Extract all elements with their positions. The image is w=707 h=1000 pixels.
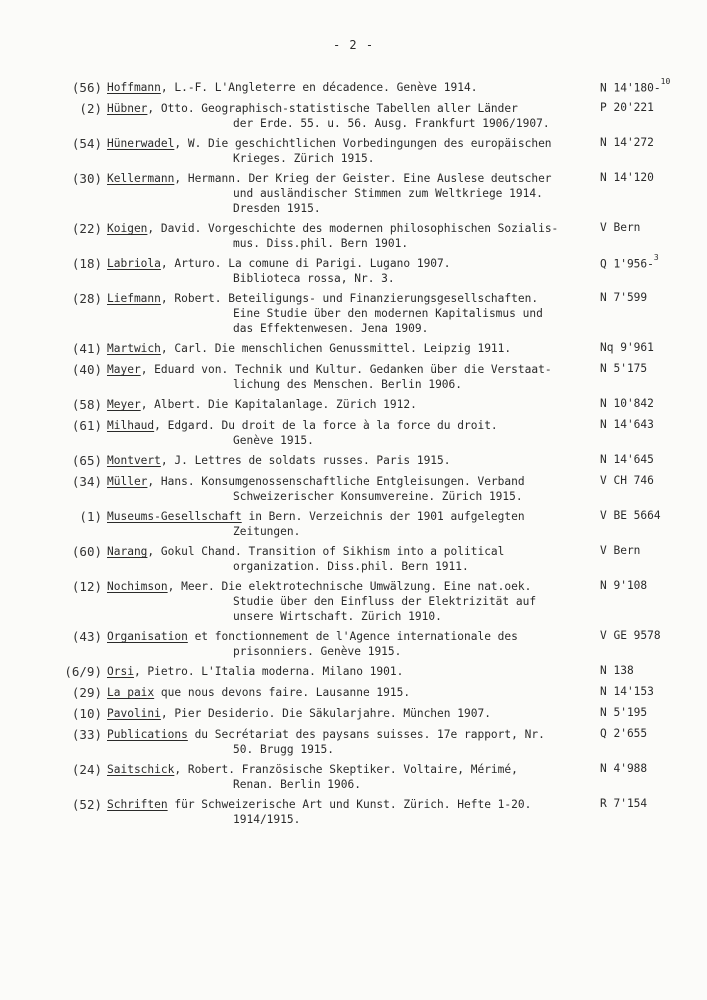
bibliography-list xyxy=(0,77,707,832)
citation-continuation-line: lichung des Menschen. Berlin 1906. xyxy=(233,378,463,391)
shelf-mark xyxy=(600,101,654,114)
entry-author: Hübner xyxy=(107,102,148,115)
shelf-mark-text: V CH 746 xyxy=(600,474,654,487)
entry-number: (1) xyxy=(79,509,102,524)
shelf-mark xyxy=(600,221,640,234)
entry-author: Organisation xyxy=(107,630,188,643)
entry-number: (60) xyxy=(71,544,102,559)
shelf-mark-text: Q 1'956- xyxy=(600,257,654,271)
entry-author: Müller xyxy=(107,475,148,488)
citation-continuation-line: 50. Brugg 1915. xyxy=(233,743,335,756)
entry-citation xyxy=(107,727,577,757)
bibliography-entry xyxy=(0,629,707,659)
citation-continuation-line: Renan. Berlin 1906. xyxy=(233,778,361,791)
citation-continuation-line: Studie über den Einfluss der Elektrizität auf xyxy=(233,595,537,608)
entry-citation xyxy=(107,509,577,539)
bibliography-entry xyxy=(0,579,707,624)
entry-citation xyxy=(107,221,577,251)
citation-continuation-line: das Effektenwesen. Jena 1909. xyxy=(233,322,429,335)
citation-text: , Robert. Französische Skeptiker. Voltaire, Mérimé, xyxy=(174,763,518,776)
entry-number: (58) xyxy=(71,397,102,412)
shelf-mark-text: R 7'154 xyxy=(600,797,648,810)
entry-citation xyxy=(107,256,577,286)
citation-continuation-line: prisonniers. Genève 1915. xyxy=(233,645,402,658)
bibliography-entry xyxy=(0,453,707,469)
bibliography-entry xyxy=(0,685,707,701)
bibliography-entry xyxy=(0,171,707,216)
citation-first-line xyxy=(107,544,577,559)
bibliography-entry xyxy=(0,797,707,827)
shelf-mark-text: N 14'272 xyxy=(600,136,654,149)
citation-continuation-line: organization. Diss.phil. Bern 1911. xyxy=(233,560,469,573)
citation-text: , Edgard. Du droit de la force à la force du droit. xyxy=(154,419,498,432)
entry-citation xyxy=(107,101,577,131)
shelf-mark-superscript: 3 xyxy=(653,253,659,262)
shelf-mark xyxy=(600,579,647,592)
bibliography-entry xyxy=(0,221,707,251)
shelf-mark xyxy=(600,362,647,375)
shelf-mark xyxy=(600,253,659,271)
citation-text: , Pietro. L'Italia moderna. Milano 1901. xyxy=(133,665,404,678)
entry-author: Kellermann xyxy=(107,172,175,185)
shelf-mark xyxy=(600,291,647,304)
shelf-mark xyxy=(600,544,640,557)
citation-first-line xyxy=(107,629,577,644)
citation-continuation-line: Zeitungen. xyxy=(233,525,301,538)
shelf-mark-text: N 14'643 xyxy=(600,418,654,431)
entry-author: Nochimson xyxy=(107,580,168,593)
citation-text: que nous devons faire. Lausanne 1915. xyxy=(154,686,411,699)
bibliography-entry xyxy=(0,101,707,131)
entry-author: Koigen xyxy=(107,222,148,235)
citation-text: , Hermann. Der Krieg der Geister. Eine Auslese deutscher xyxy=(174,172,552,185)
entry-number: (41) xyxy=(71,341,102,356)
shelf-mark xyxy=(600,77,671,95)
citation-text: , Pier Desiderio. Die Säkularjahre. München 1907. xyxy=(160,707,491,720)
shelf-mark xyxy=(600,136,654,149)
citation-first-line xyxy=(107,291,577,306)
entry-number: (56) xyxy=(71,80,102,95)
entry-citation xyxy=(107,762,577,792)
shelf-mark xyxy=(600,509,661,522)
entry-citation xyxy=(107,453,577,468)
shelf-mark-text: N 138 xyxy=(600,664,634,677)
shelf-mark-text: N 4'988 xyxy=(600,762,648,775)
bibliography-entry xyxy=(0,474,707,504)
entry-author: Schriften xyxy=(107,798,168,811)
citation-text: , W. Die geschichtlichen Vorbedingungen des europäischen xyxy=(174,137,552,150)
entry-author: Hoffmann xyxy=(107,81,161,94)
entry-number: (28) xyxy=(71,291,102,306)
bibliography-entry xyxy=(0,253,707,286)
bibliography-entry xyxy=(0,762,707,792)
citation-continuation-line: Schweizerischer Konsumvereine. Zürich 1915. xyxy=(233,490,523,503)
shelf-mark-text: V BE 5664 xyxy=(600,509,661,522)
shelf-mark-text: N 5'195 xyxy=(600,706,648,719)
shelf-mark xyxy=(600,341,654,354)
shelf-mark-text: V Bern xyxy=(600,544,641,557)
citation-first-line xyxy=(107,474,577,489)
citation-text: du Secrétariat des paysans suisses. 17e rapport, Nr. xyxy=(187,728,545,741)
entry-citation xyxy=(107,291,577,336)
entry-number: (65) xyxy=(71,453,102,468)
entry-number: (40) xyxy=(71,362,102,377)
shelf-mark-text: Nq 9'961 xyxy=(600,341,654,354)
citation-continuation-line: unsere Wirtschaft. Zürich 1910. xyxy=(233,610,442,623)
shelf-mark xyxy=(600,629,661,642)
shelf-mark xyxy=(600,418,654,431)
bibliography-entry xyxy=(0,544,707,574)
citation-first-line xyxy=(107,706,577,721)
citation-continuation-line: Genève 1915. xyxy=(233,434,314,447)
entry-author: Publications xyxy=(107,728,188,741)
shelf-mark-text: N 14'180- xyxy=(600,81,661,95)
entry-author: La paix xyxy=(107,686,155,699)
citation-text: , David. Vorgeschichte des modernen philosophischen Sozialis- xyxy=(147,222,559,235)
entry-citation xyxy=(107,136,577,166)
bibliography-entry xyxy=(0,509,707,539)
bibliography-entry xyxy=(0,341,707,357)
shelf-mark-text: N 5'175 xyxy=(600,362,648,375)
shelf-mark-text: N 14'153 xyxy=(600,685,654,698)
shelf-mark-text: N 14'120 xyxy=(600,171,654,184)
entry-author: Labriola xyxy=(107,257,161,270)
shelf-mark xyxy=(600,397,654,410)
entry-number: (43) xyxy=(71,629,102,644)
shelf-mark xyxy=(600,474,654,487)
citation-first-line xyxy=(107,80,577,95)
entry-author: Saitschick xyxy=(107,763,175,776)
bibliography-entry xyxy=(0,418,707,448)
entry-author: Milhaud xyxy=(107,419,155,432)
entry-citation xyxy=(107,579,577,624)
shelf-mark xyxy=(600,664,634,677)
entry-author: Hünerwadel xyxy=(107,137,175,150)
citation-first-line xyxy=(107,453,577,468)
entry-author: Museums-Gesellschaft xyxy=(107,510,242,523)
shelf-mark xyxy=(600,685,654,698)
citation-first-line xyxy=(107,362,577,377)
entry-author: Montvert xyxy=(107,454,161,467)
entry-author: Pavolini xyxy=(107,707,161,720)
entry-number: (24) xyxy=(71,762,102,777)
bibliography-entry xyxy=(0,664,707,680)
bibliography-entry xyxy=(0,136,707,166)
citation-continuation-line: Biblioteca rossa, Nr. 3. xyxy=(233,272,395,285)
shelf-mark-text: P 20'221 xyxy=(600,101,654,114)
citation-first-line xyxy=(107,256,577,271)
citation-first-line xyxy=(107,509,577,524)
shelf-mark-text: N 7'599 xyxy=(600,291,648,304)
entry-citation xyxy=(107,685,577,700)
entry-citation xyxy=(107,797,577,827)
entry-citation xyxy=(107,80,577,95)
entry-number: (12) xyxy=(71,579,102,594)
entry-number: (2) xyxy=(79,101,102,116)
citation-text: , Otto. Geographisch-statistische Tabellen aller Länder xyxy=(147,102,518,115)
entry-number: (22) xyxy=(71,221,102,236)
entry-author: Mayer xyxy=(107,363,141,376)
entry-author: Meyer xyxy=(107,398,141,411)
citation-first-line xyxy=(107,341,577,356)
bibliography-entry xyxy=(0,291,707,336)
entry-number: (54) xyxy=(71,136,102,151)
entry-number: (61) xyxy=(71,418,102,433)
citation-first-line xyxy=(107,136,577,151)
citation-first-line xyxy=(107,397,577,412)
bibliography-entry xyxy=(0,397,707,413)
citation-text: , Meer. Die elektrotechnische Umwälzung. Eine nat.oek. xyxy=(167,580,532,593)
citation-text: , Arturo. La comune di Parigi. Lugano 1907. xyxy=(160,257,451,270)
citation-first-line xyxy=(107,579,577,594)
entry-author: Liefmann xyxy=(107,292,161,305)
bibliography-entry xyxy=(0,706,707,722)
citation-text: et fonctionnement de l'Agence internationale des xyxy=(187,630,518,643)
entry-author: Orsi xyxy=(107,665,134,678)
citation-first-line xyxy=(107,727,577,742)
bibliography-entry xyxy=(0,362,707,392)
citation-continuation-line: 1914/1915. xyxy=(233,813,301,826)
entry-number: (52) xyxy=(71,797,102,812)
shelf-mark-text: Q 2'655 xyxy=(600,727,648,740)
shelf-mark-text: V Bern xyxy=(600,221,641,234)
entry-citation xyxy=(107,171,577,216)
entry-number: (30) xyxy=(71,171,102,186)
entry-citation xyxy=(107,629,577,659)
entry-citation xyxy=(107,362,577,392)
entry-author: Narang xyxy=(107,545,148,558)
shelf-mark xyxy=(600,171,654,184)
entry-citation xyxy=(107,341,577,356)
shelf-mark-superscript: 10 xyxy=(660,77,671,86)
bibliography-entry xyxy=(0,727,707,757)
citation-continuation-line: Dresden 1915. xyxy=(233,202,321,215)
entry-number: (18) xyxy=(71,256,102,271)
entry-citation xyxy=(107,706,577,721)
shelf-mark xyxy=(600,706,647,719)
shelf-mark-text: N 10'842 xyxy=(600,397,654,410)
citation-text: in Bern. Verzeichnis der 1901 aufgelegten xyxy=(241,510,525,523)
citation-first-line xyxy=(107,664,577,679)
shelf-mark xyxy=(600,727,647,740)
citation-continuation-line: Krieges. Zürich 1915. xyxy=(233,152,375,165)
entry-number: (10) xyxy=(71,706,102,721)
entry-number: (29) xyxy=(71,685,102,700)
citation-first-line xyxy=(107,685,577,700)
entry-number: (6/9) xyxy=(64,664,102,679)
citation-text: , Robert. Beteiligungs- und Finanzierungsgesellschaften. xyxy=(160,292,539,305)
shelf-mark xyxy=(600,453,654,466)
citation-first-line xyxy=(107,101,577,116)
citation-first-line xyxy=(107,221,577,236)
shelf-mark-text: V GE 9578 xyxy=(600,629,661,642)
shelf-mark-text: N 9'108 xyxy=(600,579,648,592)
citation-continuation-line: mus. Diss.phil. Bern 1901. xyxy=(233,237,409,250)
citation-continuation-line: der Erde. 55. u. 56. Ausg. Frankfurt 1906/1907. xyxy=(233,117,550,130)
shelf-mark xyxy=(600,797,647,810)
citation-first-line xyxy=(107,797,577,812)
citation-continuation-line: Eine Studie über den modernen Kapitalismus und xyxy=(233,307,543,320)
citation-text: , Albert. Die Kapitalanlage. Zürich 1912. xyxy=(140,398,417,411)
citation-first-line xyxy=(107,762,577,777)
entry-citation xyxy=(107,397,577,412)
entry-number: (33) xyxy=(71,727,102,742)
bibliography-entry xyxy=(0,77,707,96)
entry-author: Martwich xyxy=(107,342,161,355)
entry-citation xyxy=(107,418,577,448)
citation-text: , Carl. Die menschlichen Genussmittel. Leipzig 1911. xyxy=(160,342,512,355)
page-number: - 2 - xyxy=(332,38,375,52)
citation-first-line xyxy=(107,171,577,186)
citation-text: , Eduard von. Technik und Kultur. Gedanken über die Verstaat- xyxy=(140,363,552,376)
citation-text: , Gokul Chand. Transition of Sikhism into a political xyxy=(147,545,505,558)
shelf-mark-text: N 14'645 xyxy=(600,453,654,466)
citation-text: , Hans. Konsumgenossenschaftliche Entgleisungen. Verband xyxy=(147,475,525,488)
entry-number: (34) xyxy=(71,474,102,489)
citation-continuation-line: und ausländischer Stimmen zum Weltkriege 1914. xyxy=(233,187,543,200)
shelf-mark xyxy=(600,762,647,775)
entry-citation xyxy=(107,544,577,574)
citation-text: für Schweizerische Art und Kunst. Zürich. Hefte 1-20. xyxy=(167,798,532,811)
citation-text: , L.-F. L'Angleterre en décadence. Genève 1914. xyxy=(160,81,478,94)
entry-citation xyxy=(107,474,577,504)
citation-first-line xyxy=(107,418,577,433)
entry-citation xyxy=(107,664,577,679)
citation-text: , J. Lettres de soldats russes. Paris 1915. xyxy=(160,454,451,467)
